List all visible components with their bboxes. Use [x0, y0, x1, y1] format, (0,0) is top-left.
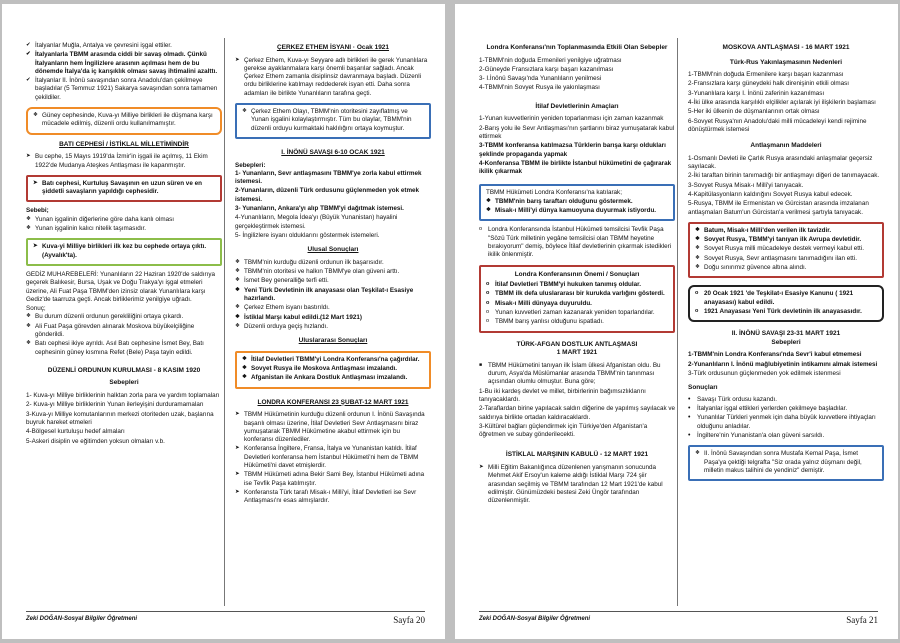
- ulusal-item: ❖ İstiklal Marşı kabul edildi.(12 Mart 1921): [235, 314, 431, 322]
- bati-cephesi-text: ➤ Bu cephe, 15 Mayıs 1919'da İzmir'in işgali ile açılmış, 11 Ekim 1922'de Mudanya Ateşkes Antlaşması ile kapanmıştır.: [26, 153, 222, 170]
- maddeler-title: Antlaşmanın Maddeleri: [750, 142, 822, 150]
- londra-konferansi-title: LONDRA KONFERANSI 23 ŞUBAT-12 MART 1921: [257, 398, 409, 406]
- footer: [26, 611, 425, 627]
- inonu-2-sebep: 2-Yunanlıların I. İnönü mağlubiyetinin intikamını almak istemesi: [688, 360, 878, 368]
- uluslararasi-sonuclar-title: Uluslararası Sonuçları: [298, 337, 368, 345]
- intro-item: ✔ İtalyanlar Muğla, Antalya ve çevresini işgal ettiler.: [26, 42, 222, 50]
- inonu-2-sonuc: • Yunanlılar Türkleri yenmek için daha büyük kuvvetlere ihtiyaçları olduğunu anladılar.: [688, 414, 884, 431]
- inonu-1-title: I. İNÖNÜ SAVAŞI 6-10 OCAK 1921: [281, 148, 385, 156]
- box-text: ❖ II. İnönü Savaşından sonra Mustafa Kemal Paşa, İsmet Paşa'ya çektiği telgrafta "Siz orada yalnız düşmanı değil, milletin makus talihini de yendiniz" demiştir.: [695, 450, 877, 475]
- box-text: ➤ Batı cephesi, Kurtuluş Savaşının en uzun süren ve en şiddetli savaşların yapıldığı cephesidir.: [33, 180, 215, 197]
- sebep-item: 2-Yunanların, düzenli Türk ordusunu güçlenmeden yok etmek istemesi.: [235, 187, 420, 203]
- inonu-2-sebepleri-title: Sebepleri: [771, 338, 801, 346]
- box-item: ❖ Sovyet Rusya milli mücadeleye destek vermeyi kabul etti.: [695, 245, 877, 253]
- sebep-item: 1- Kuva-yı Milliye birliklerinin halktan zorla para ve yardım toplamaları: [26, 392, 220, 400]
- sonuc-item: ❖ Batı cephesi ikiye ayrıldı. Asıl Batı cephesine İsmet Bey, Batı cephesinin güney kısmına Refet (Bele) Paşa tayin edildi.: [26, 340, 222, 357]
- sebep-item: 5- İngilizlere isyanı olduklarını göstermek istemeleri.: [235, 231, 380, 239]
- guney-cephe-box: [26, 107, 222, 135]
- page-number: Sayfa 20: [393, 615, 425, 625]
- box-title: Londra Konferansının Önemi / Sonuçları: [514, 270, 640, 278]
- intro-item: ✔ İtalyanlarla TBMM arasında ciddi bir savaş olmadı. Çünkü İtalyanların hem İngilizlere arasının açılması hem de bu dönemde İtalya'da iç karışıklık olması savaş ihtimalini azalttı.: [26, 51, 222, 76]
- telgraf-box: [688, 445, 884, 481]
- turk-afgan-title: TÜRK-AFGAN DOSTLUK ANTLAŞMASI: [516, 340, 638, 348]
- sebep-item: 5-Askeri disiplin ve eğitimden yoksun olmaları v.b.: [26, 437, 165, 445]
- inonu-2-sonuc: • İngiltere'nin Yunanistan'a olan güveni sarsıldı.: [688, 432, 884, 440]
- sebepleri-title: Sebepleri: [109, 379, 139, 387]
- yakinlasma-item: 3-Yunanlılara karşı I. İnönü zaferinin kazanılması: [688, 89, 825, 97]
- londra-item: ➤ Konferansta Türk tarafı Misak-ı Milli'yi, İtilaf Devletleri ise Sevr Antlaşması'nı esas almışlardır.: [235, 489, 431, 506]
- p20-left-column: [26, 42, 222, 447]
- madde-item: 5-Rusya, TBMM ile Ermenistan ve Gürcistan arasında imzalanan antlaşmaları Batum'un Gürcistan'a verilmesi şartıyla tanıyacak.: [688, 200, 869, 216]
- amac-item: 2-Barış yolu ile Sevr Antlaşması'nın şartlarını biraz yumuşatarak kabul ettirmek: [479, 124, 675, 140]
- box-item: o TBMM ilk defa uluslararası bir kurukda varlığını gösterdi.: [486, 290, 668, 298]
- bati-cephesi-box: [26, 175, 222, 203]
- yakinlasma-item: 4-İki ülke arasında karşılıklı elçilikler açılarak iyi ilişkilerin başlaması: [688, 99, 876, 107]
- sebep-item: 4-Bölgesel kurtuluşu hedef almaları: [26, 428, 125, 436]
- londra-item: ➤ TBMM Hükümeti adına Bekir Sami Bey, İstanbul Hükümeti adına ise Tevfik Paşa katılmıştır.: [235, 471, 431, 488]
- footer-author: Zeki DOĞAN-Sosyal Bilgiler Öğretmeni: [26, 616, 138, 622]
- londra-item: ➤ Konferansa İngiltere, Fransa, İtalya ve Yunanistan katıldı. İtilaf Devletleri konferansa hem İstanbul Hükümeti'ni hem de TBMM Hükümeti'ni davet etmişlerdir.: [235, 445, 431, 470]
- box-item: o Misak-ı Milli dünyaya duyuruldu.: [486, 300, 668, 308]
- box-item: ❖ Sovyet Rusya, Sevr antlaşmasını tanımadığını ilan etti.: [695, 255, 877, 263]
- sebep-item: 1- Yunanların, Sevr antlaşmasını TBMM'ye zorla kabul ettirmek istemesi.: [235, 169, 422, 186]
- istiklal-marsi-text: ➤ Milli Eğitim Bakanlığınca düzenlenen yarışmanın sonucunda Mehmet Akif Ersoy'un kaleme aldığı İstiklal Marşı 724 şiir arasından seçilmiş ve TBMM tarafından 12 Mart 1921'de kabul edilmiştir. Günümüzdeki bestesi Zeki Üngör tarafından düzenlenmiştir.: [479, 464, 675, 505]
- intro-item: ✔ İtalyanlar II. İnönü savaşından sonra Anadolu'dan çekilmeye başladılar (5 Temmuz 1921) Sakarya savaşından sonra tamamen çekildiler.: [26, 77, 222, 102]
- footer: [479, 611, 878, 627]
- inonu-2-title: II. İNÖNÜ SAVAŞI 23-31 MART 1921: [731, 330, 841, 338]
- inonu-2-sonuc: • Savaşı Türk ordusu kazandı.: [688, 396, 884, 404]
- inonu-2-sonuc: • İtalyanlar işgal ettikleri yerlerden çekilmeye başladılar.: [688, 405, 884, 413]
- madde-item: 2-İki taraftan birinin tanımadığı bir antlaşmayı diğeri de tanımayacak.: [688, 172, 880, 180]
- yakinlasma-item: 1-TBMM'nin doğuda Ermenilere karşı başarı kazanması: [688, 71, 844, 79]
- londra-item: ➤ TBMM Hükümetinin kurduğu düzenli ordunun I. İnönü Savaşında başarılı olması üzerine, İtilaf Devletleri Sevr Antlaşmasını biraz yumuşatarak TBMM Hükümetine akabul ettirmek için bu konferansı düzenlediler.: [235, 411, 431, 444]
- itilaf-amaclari-title: İtilaf Devletlerinin Amaçları: [535, 102, 619, 110]
- sebepleri-label: Sebepleri:: [235, 161, 266, 169]
- box-item: o Yunan kuvvetleri zaman kazanarak yeniden toparlandılar.: [486, 309, 668, 317]
- sebebi-item: ❖ Yunan işgalinin diğerlerine göre daha kanlı olması: [26, 216, 222, 224]
- sebep-item: 3-Kuva-yı Milliye komutanlarının merkezi otoriteden uzak, başlarına buyruk hareket etmeleri: [26, 410, 214, 426]
- box-intro: TBMM Hükümeti Londra Konferansı'na katılarak;: [486, 189, 622, 197]
- bati-cephesi-title: BATI CEPHESİ / İSTİKLAL MİLLETİMİNDİR: [59, 140, 189, 148]
- column-divider: [677, 38, 678, 606]
- footer-author: Zeki DOĞAN-Sosyal Bilgiler Öğretmeni: [479, 616, 591, 622]
- sebep-item: 4-Yunanlıların, Megola İdea'yı (Büyük Yunanistan) hayalini gerçekleştirmek istemesi.: [235, 214, 398, 230]
- box-item: ❖ Doğu sınırımız güvence altına alındı.: [695, 264, 877, 272]
- afgan-item: ■ TBMM Hükümetini tanıyan ilk İslam ülkesi Afganistan oldu. Bu durum, Asya'da Müslümanlar arasında TBMM'nin tanınması açısından olumlu olmuştur. Buna göre;: [479, 362, 675, 387]
- yakinlasma-item: 5-Her iki ülkenin de düşmanlarının ortak olması: [688, 108, 820, 116]
- londra-sebep-item: 4-TBMM'nin Sovyet Rusya ile yakınlaşması: [479, 84, 600, 92]
- box-item: o İtilaf Devletleri TBMM'yi hukuken tanımış oldular.: [486, 281, 668, 289]
- ulusal-sonuclar-title: Ulusal Sonuçları: [307, 246, 359, 254]
- box-item: o 1921 Anayasası Yeni Türk devletinin ilk anayasasıdır.: [695, 308, 877, 316]
- box-item: ❖ TBMM'nin barış taraftarı olduğunu göstermek.: [486, 198, 668, 206]
- sebep-item: 3- Yunanların, Ankara'yı alıp TBMM'yi dağıtmak istemesi.: [235, 205, 404, 213]
- sonuc-label: Sonuç;: [26, 305, 46, 313]
- kuvayi-milliye-box: [26, 238, 222, 266]
- amac-item: 4-Konferansa TBMM ile birlikte İstanbul hükümetini de çağırarak ikilik çıkarmak: [479, 159, 672, 176]
- box-item: ❖ Afganistan ile Ankara Dostluk Antlaşması imzalandı.: [242, 374, 424, 382]
- cerkez-ethem-box: [235, 103, 431, 139]
- sebebi-title: Sebebi;: [26, 207, 49, 215]
- yakinlasma-item: 6-Sovyet Rusya'nın Anadolu'daki milli mücadeleyi kendi rejimine dönüştürmek istemesi: [688, 117, 867, 133]
- londra-sonuclari-box: [479, 265, 675, 333]
- inonu-2-sebep: 1-TBMM'nin Londra Konferansı'nda Sevr'i kabul etmemesi: [688, 351, 862, 359]
- box-item: ❖ İtilaf Devletleri TBMM'yi Londra Konferansı'na çağırdılar.: [242, 356, 424, 364]
- gediz-text: GEDİZ MUHAREBELERİ: Yunanlıların 22 Haziran 1920'de saldırıya geçerek Balıkesir, Bursa, Uşak ve Doğu Trakya'yı işgal etmeleri üzerine, Ali Fuat Paşa TBMM'den izinsiz olarak Yunanlılara karşı Gediz'de taarruza geçti. Ancak birliklerimiz yenilgiye uğradı.: [26, 270, 216, 303]
- cerkez-ethem-text: ➤ Çerkez Ethem, Kuva-yı Seyyare adlı birlikleri ile gerek Yunanlılara gerekse ayaklanmalara karşı önemli başarılar sağladı. Ancak Çerkez Ethem zamanla disiplinsiz davranmaya başladı. Düzenli ordu birliklerine katılmayı reddederek isyan etti. Daha sonra adamları ile birlikte Yunanlıların tarafına geçti.: [235, 57, 431, 98]
- box-item: ❖ Sovyet Rusya ile Moskova Antlaşması imzalandı.: [242, 365, 424, 373]
- column-divider: [224, 38, 225, 606]
- londra-sebep-item: 1-TBMM'nin doğuda Ermenileri yenilgiye uğratması: [479, 56, 622, 64]
- ulusal-item: ❖ TBMM'nin otoritesi ve halkın TBMM'ye olan güveni arttı.: [235, 268, 431, 276]
- londra-sebepler-title: Londra Konferansı'nın Toplanmasında Etkili Olan Sebepler: [486, 44, 668, 51]
- p21-right-column: [688, 42, 884, 486]
- box-item: ❖ Batum, Misak-ı Milli'den verilen ilk tavizdir.: [695, 227, 877, 235]
- londra-sebep-item: 3- I.İnönü Savaşı'nda Yunanlıların yenilmesi: [479, 75, 602, 83]
- moskova-title: MOSKOVA ANTLAŞMASI - 16 MART 1921: [722, 44, 850, 51]
- amac-item: 3-TBMM konferansa katılmazsa Türklerin barışa karşı oldukları şeklinde propaganda yapmak: [479, 142, 666, 158]
- madde-item: 1-Osmanlı Devleti ile Çarlık Rusya arasındaki anlaşmalar geçersiz sayılacak.: [688, 154, 873, 171]
- inonu-2-sonuclari-title: Sonuçları: [688, 384, 718, 392]
- uluslararasi-box: [235, 351, 431, 389]
- turk-afgan-date: 1 MART 1921: [556, 349, 598, 357]
- inonu-2-sebep: 3-Türk ordusunun güçlenmeden yok edilmek istenmesi: [688, 370, 841, 378]
- ulusal-item: ❖ Yeni Türk Devletinin ilk anayasası olan Teşkilat-ı Esasiye hazırlandı.: [235, 287, 431, 304]
- box-item: o TBMM barış yanlısı olduğunu ispatladı.: [486, 318, 668, 326]
- ulusal-item: ❖ Düzenli orduya geçiş hızlandı.: [235, 323, 431, 331]
- madde-item: 3-Sovyet Rusya Misak-ı Milli'yi tanıyacak.: [688, 181, 804, 189]
- tbmm-katilim-box: [479, 184, 675, 221]
- yakinlasma-item: 2-Fransızlara karşı güneydeki halk direnişinin etkili olması: [688, 80, 849, 88]
- cerkez-ethem-title: ÇERKEZ ETHEM İSYANI · Ocak 1921: [276, 44, 390, 51]
- afgan-sub-item: 1-Bu iki kardeş devlet ve millet, birbirlerinin bağımsızlıklarını tanıyacaklardı.: [479, 387, 646, 403]
- sonuc-item: ❖ Bu durum düzenli ordunun gerekliliğini ortaya çıkardı.: [26, 313, 222, 321]
- p20-right-column: [235, 42, 431, 506]
- page-21: [455, 4, 898, 639]
- box-text: ➤ Kuva-yi Milliye birlikleri ilk kez bu cephede ortaya çıktı. (Ayvalık'ta).: [33, 243, 215, 260]
- page-number: Sayfa 21: [846, 615, 878, 625]
- box-text: ❖ Güney cephesinde, Kuva-yı Milliye birlikleri ile düşmana karşı mücadele edilmiş, düzenli ordu kullanılmamıştır.: [33, 112, 215, 129]
- sebebi-item: ❖ Yunan işgalinin kalıcı nitelik taşımasıdır.: [26, 225, 222, 233]
- p21-left-column: [479, 42, 675, 506]
- sonuc-item: ❖ Ali Fuat Paşa görevden alınarak Moskova büyükelçiliğine gönderildi.: [26, 323, 222, 340]
- duzenli-ordu-title: DÜZENLİ ORDUNUN KURULMASI - 8 KASIM 1920: [47, 366, 201, 374]
- afgan-sub-item: 3-Kültürel bağları güçlendirmek için Türkiye'den Afganistan'a öğretmen ve subay gönderilecekti.: [479, 422, 648, 439]
- page-20: [2, 4, 445, 639]
- yakinlasma-title: Türk-Rus Yakınlaşmasının Nedenleri: [729, 58, 843, 66]
- tevfik-pasa-text: o Londra Konferansında İstanbul Hükümeti temsilcisi Tevfik Paşa "Sözü Türk milletinin yegâne temsilcisi olan TBMM heyetine bırakıyorum" demiş, böylece İtilaf devletlerinin çıkarmak istedikleri ikilik önlenmiştir.: [479, 226, 675, 259]
- sebep-item: 2- Kuva-yı Milliye birliklerinin Yunan ilerleyişini durduramamaları: [26, 401, 204, 409]
- ulusal-item: ❖ TBMM'nin kurduğu düzenli ordunun ilk başarısıdır.: [235, 259, 431, 267]
- box-item: ❖ Misak-ı Milli'yi dünya kamuoyuna duyurmak istiyordu.: [486, 207, 668, 215]
- istiklal-marsi-title: İSTİKLAL MARŞININ KABULÜ - 12 MART 1921: [505, 451, 649, 459]
- box-item: o 20 Ocak 1921 'de Teşkilat-ı Esasiye Kanunu ( 1921 anayasası) kabul edildi.: [695, 290, 877, 307]
- madde-item: 4-Kapitülasyonların kaldırığını Sovyet Rusya kabul edecek.: [688, 191, 853, 198]
- amac-item: 1-Yunan kuvvetlerinin yeniden toparlanması için zaman kazanmak: [479, 115, 664, 123]
- afgan-sub-item: 2-Taraflardan birine yapılacak saldırı diğerine de yapılmış sayılacak ve saldırıya birlikte ortadan kaldıracaklardı.: [479, 405, 675, 421]
- moskova-onem-box: [688, 222, 884, 278]
- ulusal-item: ❖ İsmet Bey generalliğe terfi etti.: [235, 277, 431, 285]
- box-item: ❖ Sovyet Rusya, TBMM'yi tanıyan ilk Avrupa devletidir.: [695, 236, 877, 244]
- londra-sebep-item: 2-Güneyde Fransızlara karşı başarı kazanılması: [479, 65, 614, 73]
- ulusal-item: ❖ Çerkez Ethem isyanı bastırıldı.: [235, 304, 431, 312]
- anayasa-box: [688, 285, 884, 322]
- box-text: ❖ Çerkez Ethem Olayı, TBMM'nin otoritesini zayıflatmış ve Yunan işgalini kolaylaştırmıştır. Tüm bu olaylar, TBMM'nin düzenli orduyu kurmaktaki haklılığını ortaya koymuştur.: [242, 108, 424, 133]
